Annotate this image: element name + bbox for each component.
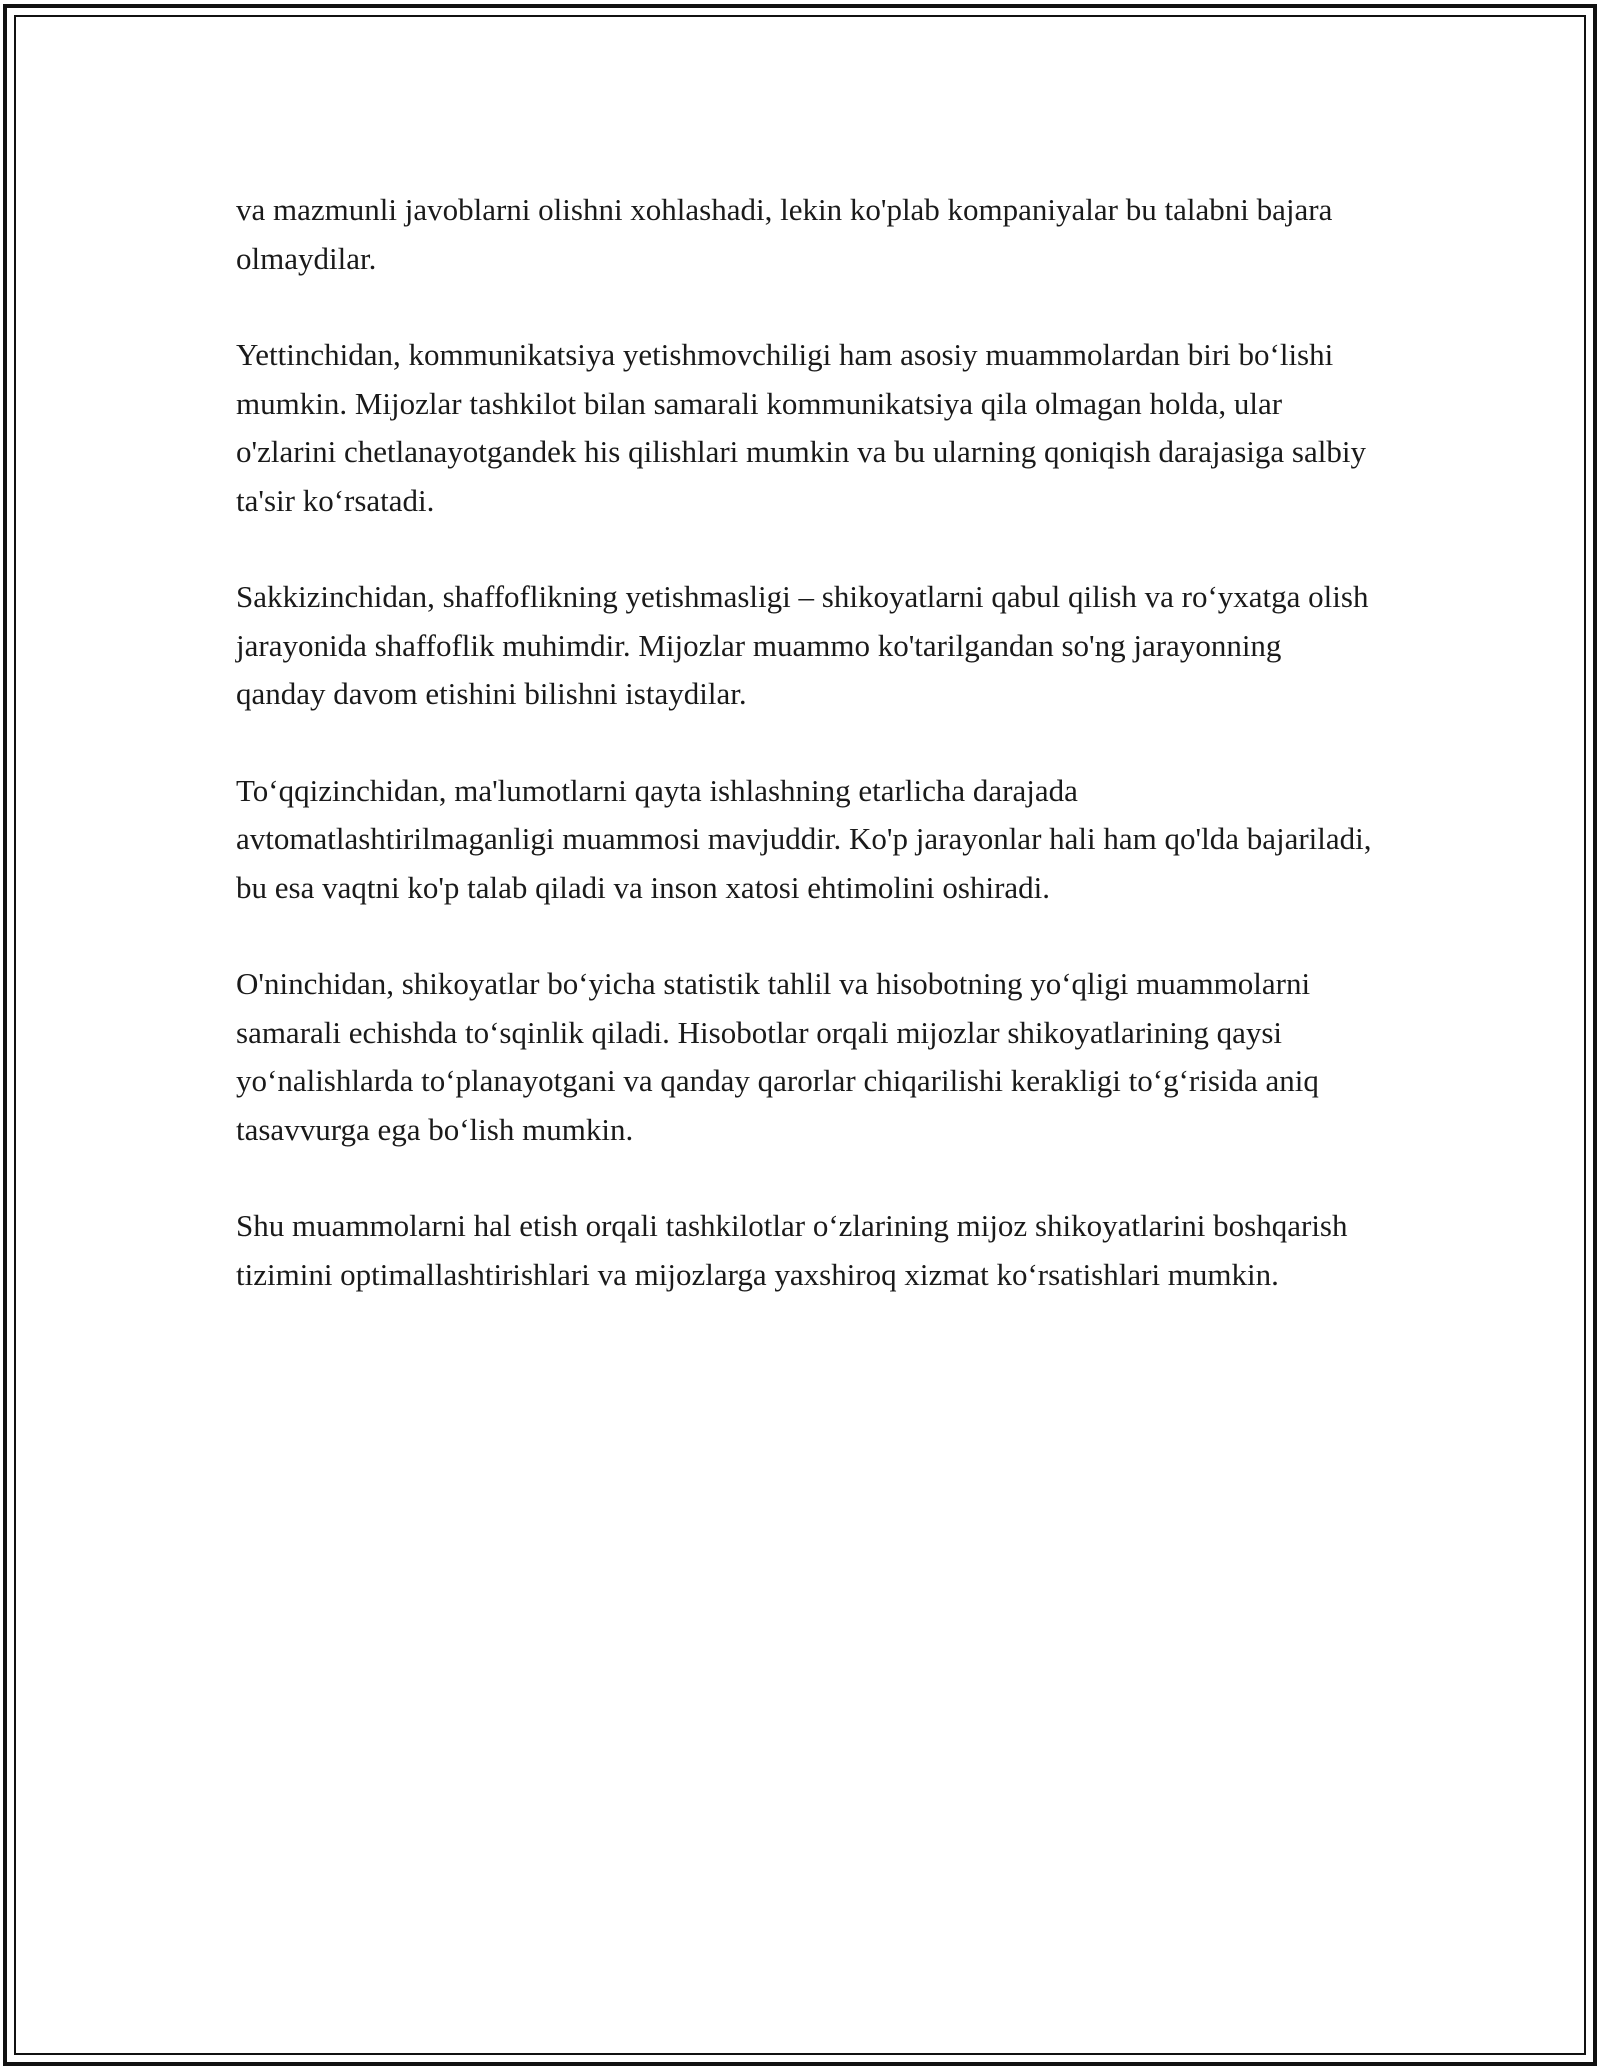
paragraph-ninth: To‘qqizinchidan, ma'lumotlarni qayta ishlashning etarlicha darajada avtomatlashtirilmaganligi muammosi mavjuddir. Ko'p jarayonlar hali ham qo'lda bajariladi, bu esa vaqtni ko'p talab qiladi va inson xatosi ehtimolini oshiradi. <box>236 772 1372 905</box>
document-body <box>236 186 1376 1347</box>
paragraph-conclusion: Shu muammolarni hal etish orqali tashkilotlar o‘zlarining mijoz shikoyatlarini boshqarish tizimini optimallashtirishlari va mijozlarga yaxshiroq xizmat ko‘rsatishlari mumkin. <box>236 1208 1348 1292</box>
paragraph-eighth: Sakkizinchidan, shaffoflikning yetishmasligi – shikoyatlarni qabul qilish va ro‘yxatga olish jarayonida shaffoflik muhimdir. Mijozlar muammo ko'tarilgandan so'ng jarayonning qanday davom etishini bilishni istaydilar. <box>236 579 1369 711</box>
paragraph-tenth: O'ninchidan, shikoyatlar bo‘yicha statistik tahlil va hisobotning yo‘qligi muammolarni samarali echishda to‘sqinlik qiladi. Hisobotlar orqali mijozlar shikoyatlarining qaysi yo‘nalishlarda to‘planayotgani va qanday qarorlar chiqarilishi kerakligi to‘g‘risida aniq tasavvurga ega bo‘lish mumkin. <box>236 966 1319 1147</box>
paragraph-continuation: va mazmunli javoblarni olishni xohlashadi, lekin ko'plab kompaniyalar bu talabni bajara olmaydilar. <box>236 192 1333 276</box>
paragraph-seventh: Yettinchidan, kommunikatsiya yetishmovchiligi ham asosiy muammolardan biri bo‘lishi mumkin. Mijozlar tashkilot bilan samarali kommunikatsiya qila olmagan holda, ular o'zlarini chetlanayotgandek his qilishlari mumkin va bu ularning qoniqish darajasiga salbiy ta'sir ko‘rsatadi. <box>236 337 1366 518</box>
